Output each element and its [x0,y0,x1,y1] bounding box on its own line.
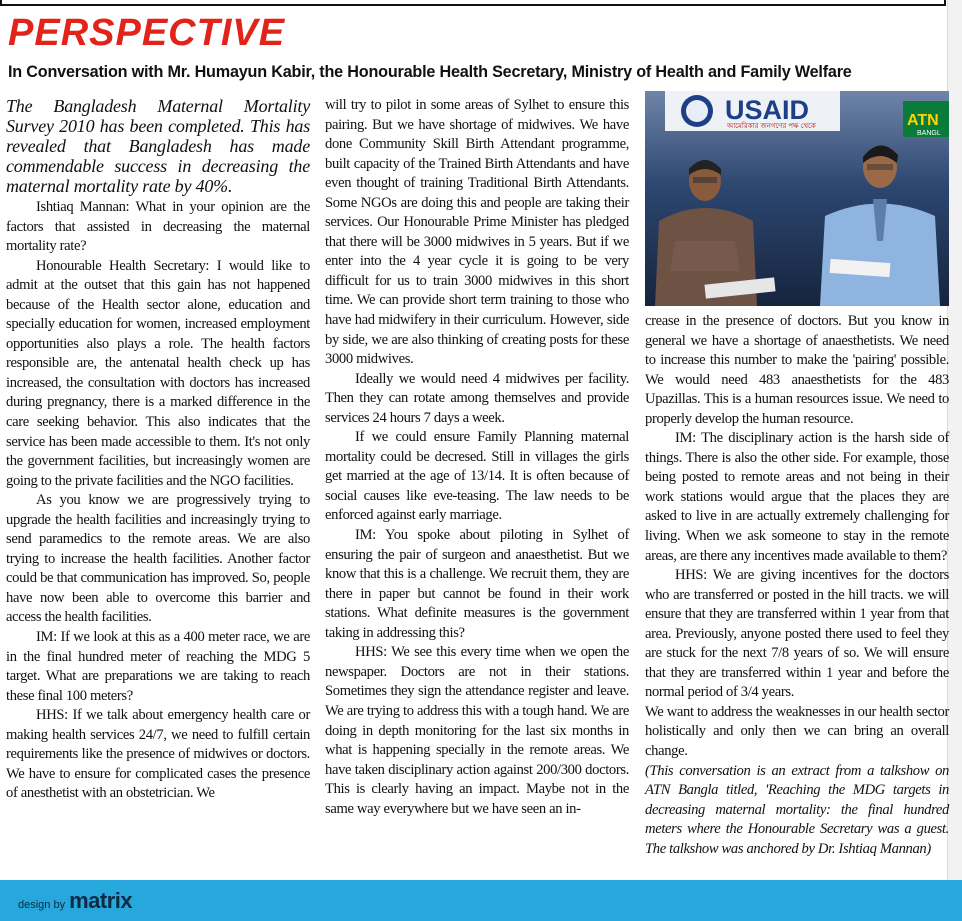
atn-logo-text: ATN [907,112,939,129]
matrix-logo: matrix [69,888,133,913]
lead-paragraph: The Bangladesh Maternal Mortality Survey 2010 has been completed. This has revealed that Bangladesh has made commendable success in decreasing the maternal mortality rate by 40%. [6,96,310,196]
paragraph: We want to address the weaknesses in our health sector holistically and only then we can bring an overall change. [645,703,949,760]
column-3 [645,312,949,859]
talkshow-scene [645,91,949,306]
paragraph: Honourable Health Secretary: I would like to admit at the outset that this gain has not happened because of the Health sector alone, education and specially education for women, increased employment opportunities also plays a role. The health factors responsible are, the antenatal health check up has increased, the consultation with doctors has increased during pregnancy, there is a marked difference in the care seeking behavior. This also indicates that the service has been made accessible to them. It's not only the government facilities, but increasingly women are going to the private facilities and the NGO facilities. [6,257,310,489]
page-edge [947,0,962,880]
top-frame [0,0,946,6]
paragraph: Ishtiaq Mannan: What in your opinion are the factors that assisted in decreasing the maternal mortality rate? [6,199,310,255]
atn-logo [903,101,949,137]
editor-note: (This conversation is an extract from a talkshow on ATN Bangla titled, 'Reaching the MDG targets in decreasing maternal mortality: the final hundred meters where the Honourable Secretary was a guest. The talkshow was anchored by Dr. Ishtiaq Mannan) [645,762,949,857]
article-headline: In Conversation with Mr. Humayun Kabir, the Honourable Health Secretary, Ministry of Health and Family Welfare [8,63,852,81]
paragraph: HHS: We are giving incentives for the doctors who are transferred or posted in the hill tracts. we will ensure that they are transferred within 1 year from that area. Previously, anyone posted there used to feel they are stuck for the next 7/8 years of so. We will ensure that they are transferred within 1 year and before the normal period of 3/4 years. [645,567,949,701]
paragraph: Ideally we would need 4 midwives per facility. Then they can rotate among themselves and provide services 24 hours 7 days a week. [325,370,629,426]
footer-bar [0,880,962,921]
usaid-tagline: আমেরিকার জনগণের পক্ষ থেকে [727,123,816,130]
usaid-logo-text: USAID [725,95,810,125]
paragraph: crease in the presence of doctors. But you know in general we have a shortage of anaesthetists. We need to increase this number to make the 'pairing' possible. We would need 483 anaesthetists for the 483 Upazillas. This is a human resources issue. We need to properly develop the human resource. [645,313,949,427]
credit-prefix: design by [18,899,66,911]
paragraph: If we could ensure Family Planning maternal mortality could be decresed. Still in villages the girls get married at the age of 13/14. It is often because of social causes like eve-teasing. The law needs to be enforced against early marriage. [325,429,629,524]
design-credit [18,888,132,914]
paragraph: As you know we are progressively trying to upgrade the health facilities and increasingly trying to send paramedics to the remote areas. We are also trying to increase the health facilities. Another factor could be that communication has improved. So, people have now been able to overcome this barrier and access the health facilities. [6,492,310,626]
paragraph: HHS: If we talk about emergency health care or making health services 24/7, we need to fulfill certain requirements like the presence of midwives or doctors. We have to ensure for complicated cases the presence of anesthetist with an obstetrician. We [6,707,310,802]
column-2 [325,96,629,819]
paragraph: IM: You spoke about piloting in Sylhet of ensuring the pair of surgeon and anaesthetist. But we know that this is a challenge. We recruit them, they are there in paper but cannot be found in their work stations. What definite measures is the government taking in addressing this? [325,527,629,641]
section-masthead: PERSPECTIVE [8,12,286,54]
paragraph: HHS: We see this every time when we open the newspaper. Doctors are not in their stations. Sometimes they sign the attendance register and leave. We are trying to address this with a tough hand. We are doing in depth monitoring for the last six months in what is happening specially in the remote areas. We have taken disciplinary action against 200/300 doctors. This is clearly having an impact. Maybe not in the same way everywhere but we have seen an in- [325,644,629,817]
talkshow-photo [645,91,949,306]
paragraph: IM: The disciplinary action is the harsh side of things. There is also the other side. For example, those being posted to remote areas and not being in their work stations would argue that the places they are asked to live in are actually extremely challenging for living. When we ask someone to stay in the remote areas, are there any incentives made available to them? [645,430,949,564]
column-1 [6,96,310,804]
paragraph: IM: If we look at this as a 400 meter race, we are in the final hundred meter of reaching the MDG 5 target. What are preparations we are taking to reach these final 100 meters? [6,629,310,704]
paragraph: will try to pilot in some areas of Sylhet to ensure this pairing. But we have shortage of midwives. We have done Community Skill Birth Attendant programme, built capacity of the Trained Birth Attendants and have even thought of training Traditional Birth Attendants. Some NGOs are doing this and people are taking their services. Our Honourable Prime Minister has pledged that there will be 3000 midwives in 5 years. But if we enter into the 4 year cycle it is going to be very difficult for us to train 3000 midwives in this short time. We can provide short term training to those who have had midwifery in their curriculum. However, side by side, we are also thinking of creating posts for these 3000 midwives. [325,97,629,368]
atn-logo-sub: BANGL [917,130,941,137]
